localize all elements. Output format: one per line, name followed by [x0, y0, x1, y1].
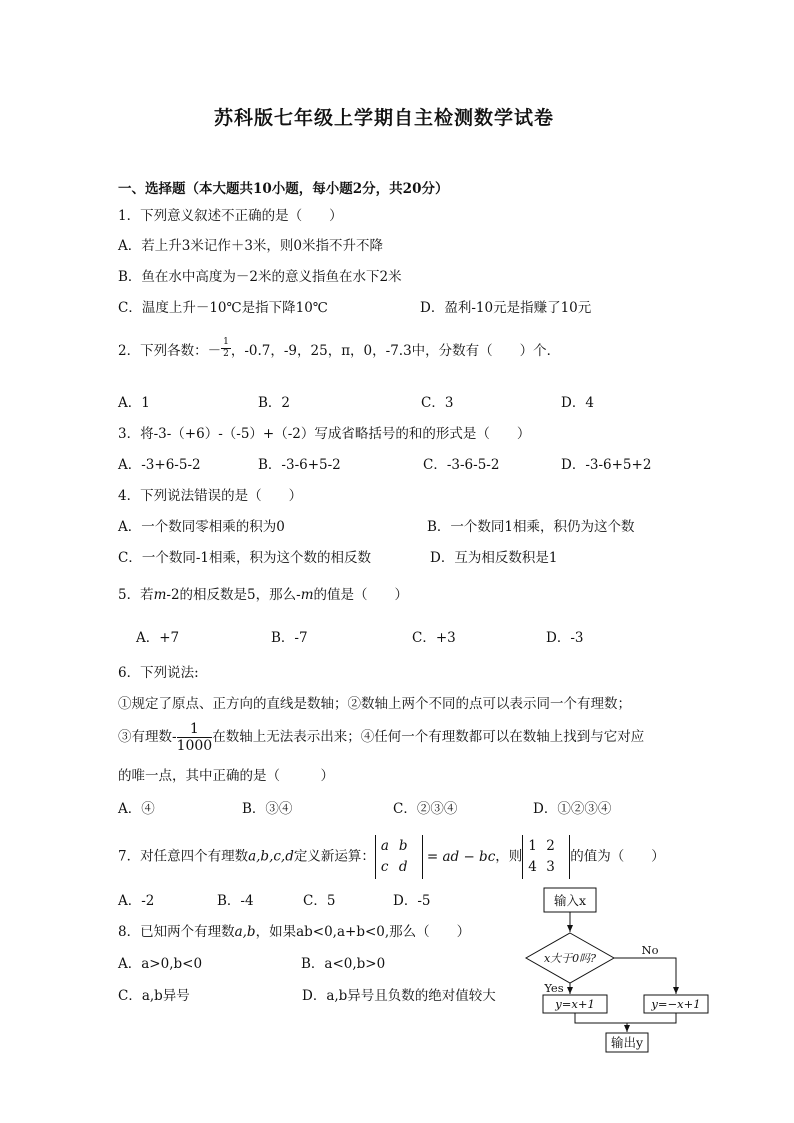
q6-option-c: C．②③④	[393, 801, 458, 817]
flow-yes-label: Yes	[544, 981, 564, 995]
q7-option-c: C．5	[303, 893, 336, 909]
q1-option-a: A．若上升3米记作＋3米，则0米指不升不降	[118, 238, 384, 254]
q3-option-d: D．-3-6+5+2	[561, 457, 652, 473]
q4-option-c: C．一个数同-1相乘，积为这个数的相反数	[118, 550, 371, 566]
q1-option-b: B．鱼在水中高度为－2米的意义指鱼在水下2米	[118, 269, 402, 285]
q7-determinant-value	[522, 835, 570, 879]
q2-rest: ，-0.7，-9，25，π，0，-7.3中，分数有（ ）个．	[230, 343, 561, 359]
q6-fraction	[177, 722, 213, 753]
flow-input-label: 输入x	[553, 893, 587, 908]
flow-yes-formula: y=x+1	[555, 997, 595, 1011]
det2-12: 2	[546, 838, 555, 854]
q5-part3: 的值是（ ）	[313, 587, 409, 603]
q4-option-d: D．互为相反数积是1	[430, 550, 558, 566]
flow-no-formula: y=−x+1	[651, 997, 701, 1011]
q6-statement-3-4	[118, 722, 644, 753]
q3-option-c: C．-3-6-5-2	[423, 457, 500, 473]
flow-no-label: No	[641, 943, 659, 957]
q7-pre: 7．对任意四个有理数	[118, 848, 249, 865]
q2-frac-num: 1	[223, 337, 229, 347]
q2-option-c: C．3	[421, 395, 454, 411]
q2-option-a: A．1	[118, 395, 150, 411]
flow-decision-label: x大于0吗?	[543, 952, 597, 965]
section-heading: 一、选择题（本大题共10小题，每小题2分，共20分）	[118, 181, 449, 197]
flowchart	[510, 880, 720, 1060]
det1-c: c	[380, 859, 389, 875]
q5-stem	[118, 589, 408, 603]
q3-option-b: B．-3-6+5-2	[258, 457, 341, 473]
q1-stem: 1．下列意义叙述不正确的是（ ）	[118, 208, 343, 224]
flow-arrow-no	[614, 958, 676, 994]
q8-option-d: D．a,b异号且负数的绝对值较大	[302, 988, 496, 1004]
q6-statement-1-2: ①规定了原点、正方向的直线是数轴；②数轴上两个不同的点可以表示同一个有理数；	[118, 696, 631, 712]
det2-11: 1	[528, 838, 537, 854]
q7-option-b: B．-4	[217, 893, 254, 909]
q8-option-a: A．a>0,b<0	[118, 956, 203, 972]
q2-fraction	[221, 338, 231, 359]
q7-option-a: A．-2	[118, 893, 155, 909]
q5-option-a: A．+7	[136, 630, 180, 646]
q1-option-c: C．温度上升－10℃是指下降10℃	[118, 300, 328, 316]
q2-stem	[118, 337, 561, 359]
q5-option-d: D．-3	[546, 630, 584, 646]
q8-option-b: B．a<0,b>0	[301, 956, 386, 972]
q2-frac-den: 2	[223, 349, 229, 359]
flow-output-label: 输出y	[610, 1035, 644, 1050]
q6-line2-pre: ③有理数-	[118, 729, 177, 745]
q2-prefix: 2．下列各数：－	[118, 343, 222, 359]
q2-option-d: D．4	[561, 395, 594, 411]
det1-b: b	[398, 838, 408, 854]
q7-vars: a,b,c,d	[248, 848, 294, 865]
q6-frac-den: 1000	[176, 738, 213, 754]
q4-option-b: B．一个数同1相乘，积仍为这个数	[427, 519, 635, 535]
det1-d: d	[398, 859, 408, 875]
det2-22: 3	[546, 859, 555, 875]
det1-a: a	[380, 838, 389, 854]
q4-option-a: A．一个数同零相乘的积为0	[118, 519, 285, 535]
q6-line2-post: 在数轴上无法表示出来；④任何一个有理数都可以在数轴上找到与它对应	[212, 729, 645, 745]
q5-var-m: m	[153, 587, 167, 603]
q5-part2: -2的相反数是5，那么-	[166, 587, 301, 603]
q8-cond: ，如果ab<0,a+b<0,那么（ ）	[255, 924, 471, 940]
q8-stem	[118, 926, 470, 940]
q7-option-d: D．-5	[393, 893, 431, 909]
q1-option-d: D．盈利-10元是指赚了10元	[420, 300, 592, 316]
q8-vars: a,b	[234, 924, 256, 940]
q7-then: ，则	[495, 848, 523, 865]
q5-var-m2: m	[300, 587, 314, 603]
q7-formula: = ad − bc	[426, 848, 496, 865]
q5-part1: 5．若	[118, 587, 154, 603]
q8-pre: 8．已知两个有理数	[118, 924, 235, 940]
q6-option-d: D．①②③④	[533, 801, 612, 817]
q3-option-a: A．-3+6-5-2	[118, 457, 201, 473]
q6-option-a: A．④	[118, 801, 155, 817]
page-title: 苏科版七年级上学期自主检测数学试卷	[214, 107, 555, 129]
q7-stem	[118, 835, 665, 879]
q5-option-c: C．+3	[412, 630, 456, 646]
q2-option-b: B．2	[258, 395, 291, 411]
det2-21: 4	[528, 859, 537, 875]
q7-determinant-def	[375, 835, 423, 879]
q6-statement-end: 的唯一点，其中正确的是（ ）	[118, 768, 334, 784]
q7-mid: 定义新运算：	[293, 848, 375, 865]
q4-stem: 4．下列说法错误的是（ ）	[118, 488, 303, 504]
q5-option-b: B．-7	[271, 630, 308, 646]
q8-option-c: C．a,b异号	[118, 988, 190, 1004]
q6-frac-num: 1	[177, 722, 213, 738]
q6-option-b: B．③④	[242, 801, 293, 817]
q7-post: 的值为（ ）	[570, 848, 665, 865]
flow-merge-line	[575, 1013, 676, 1023]
q6-stem: 6．下列说法:	[118, 665, 199, 681]
q3-stem: 3．将-3-（+6）-（-5）+（-2）写成省略括号的和的形式是（ ）	[118, 426, 531, 442]
